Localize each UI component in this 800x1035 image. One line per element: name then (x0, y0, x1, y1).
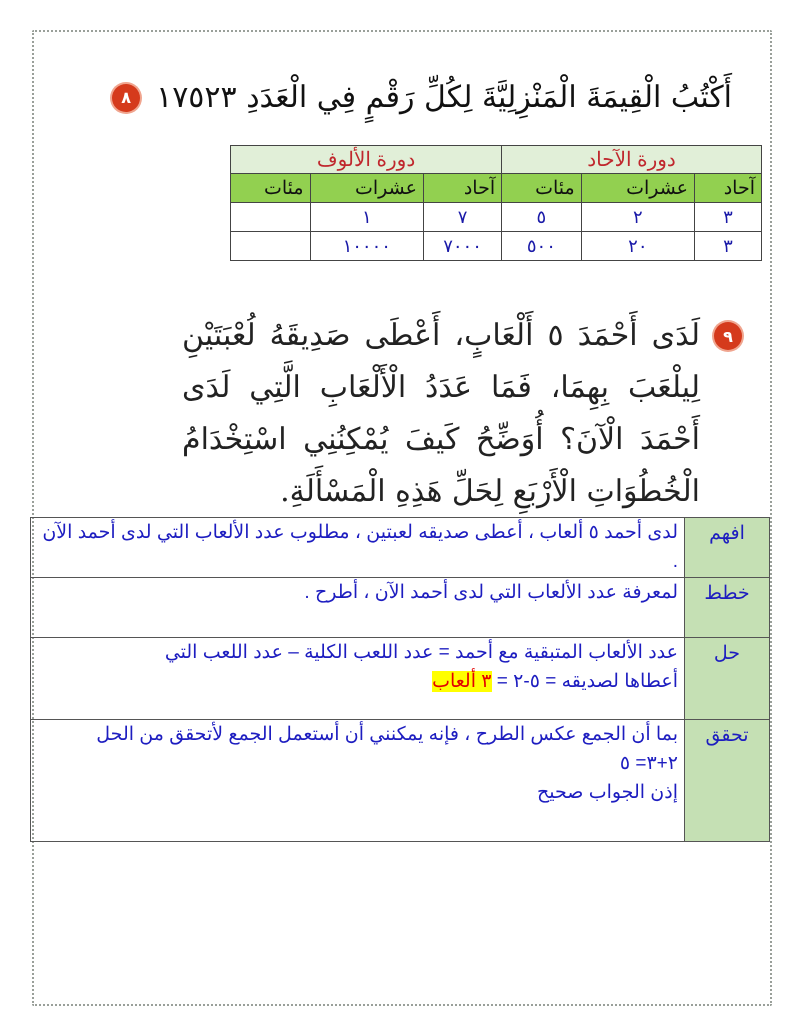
step-row-plan (31, 578, 770, 638)
digit-cell: ٥ (502, 203, 582, 232)
question-8 (112, 80, 732, 115)
step-row-check (31, 720, 770, 842)
digit-cell: ٣ (695, 203, 762, 232)
value-cell: ٣ (695, 232, 762, 261)
unit-header: آحاد (423, 174, 501, 203)
step-line: عدد الألعاب المتبقية مع أحمد = عدد اللعب الكلية – عدد اللعب التي (164, 642, 678, 663)
step-row-understand (31, 518, 770, 578)
step-line: ٢+٣= ٥ (619, 753, 678, 774)
value-cell: ٧٠٠٠ (423, 232, 501, 261)
question-number-badge: ٩ (714, 322, 742, 350)
step-line: بما أن الجمع عكس الطرح ، فإنه يمكنني أن أستعمل الجمع لأتحقق من الحل (96, 724, 678, 745)
step-line: لدى أحمد ٥ ألعاب ، أعطى صديقه لعبتين ، مطلوب عدد الألعاب التي لدى أحمد الآن . (42, 522, 678, 572)
digit-cell: ٢ (581, 203, 694, 232)
step-label: افهم (685, 518, 770, 578)
values-row (231, 232, 762, 261)
value-cell: ٢٠ (581, 232, 694, 261)
unit-header: عشرات (310, 174, 423, 203)
place-value-table (230, 145, 762, 261)
period-header-thousands: دورة الألوف (231, 146, 502, 174)
digits-row (231, 203, 762, 232)
step-label: حل (685, 638, 770, 720)
step-line: لمعرفة عدد الألعاب التي لدى أحمد الآن ، أطرح . (304, 582, 678, 603)
value-cell: ١٠٠٠٠ (310, 232, 423, 261)
step-label: خطط (685, 578, 770, 638)
step-row-solve (31, 638, 770, 720)
unit-header: عشرات (581, 174, 694, 203)
value-cell: ٥٠٠ (502, 232, 582, 261)
digit-cell: ٧ (423, 203, 501, 232)
step-line: إذن الجواب صحيح (537, 782, 678, 803)
period-header-ones: دورة الآحاد (502, 146, 762, 174)
step-label: تحقق (685, 720, 770, 842)
step-content (31, 518, 685, 578)
question-number-badge: ٨ (112, 84, 140, 112)
digit-cell: ١ (310, 203, 423, 232)
step-line-with-answer (37, 667, 678, 696)
step-content (31, 720, 685, 842)
question-text: أَكْتُبُ الْقِيمَةَ الْمَنْزِلِيَّةَ لِكُلِّ رَقْمٍ فِي الْعَدَدِ ١٧٥٢٣ (156, 80, 732, 115)
unit-header-row (231, 174, 762, 203)
highlighted-answer: ٣ ألعاب (432, 671, 492, 692)
step-content (31, 578, 685, 638)
unit-header: آحاد (695, 174, 762, 203)
digit-cell (231, 203, 311, 232)
unit-header: مئات (502, 174, 582, 203)
period-header-row (231, 146, 762, 174)
unit-header: مئات (231, 174, 311, 203)
question-9 (182, 310, 742, 518)
step-line: أعطاها لصديقه = ٥-٢ = (496, 671, 678, 692)
value-cell (231, 232, 311, 261)
four-steps-table (30, 517, 770, 842)
step-content (31, 638, 685, 720)
question-text: لَدَى أَحْمَدَ ٥ أَلْعَابٍ، أَعْطَى صَدِيقَهُ لُعْبَتَيْنِ لِيلْعَبَ بِهِمَا، فَمَا عَدَدُ الْأَلْعَابِ الَّتِي لَدَى أَحْمَدَ الْآنَ؟ أُوَضِّحُ كَيفَ يُمْكِنُنِي اسْتِخْدَامُ الْخُطُوَاتِ الْأَرْبَعِ لِحَلِّ هَذِهِ الْمَسْأَلَةِ. (182, 318, 700, 509)
